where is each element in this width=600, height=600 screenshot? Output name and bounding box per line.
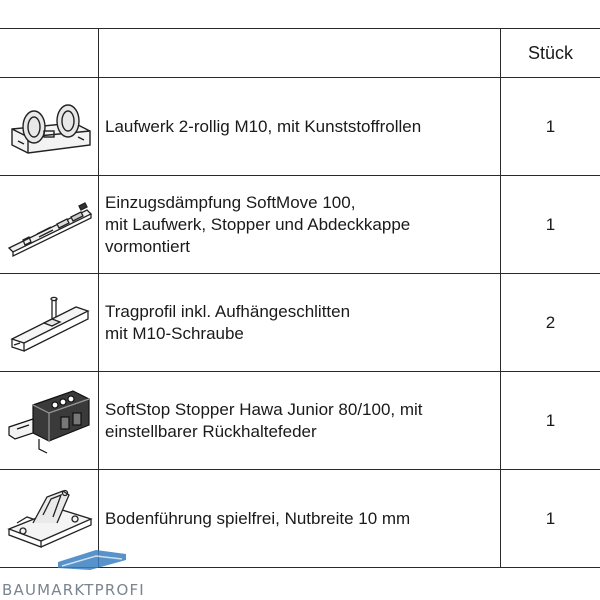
part-qty: 2 [501, 274, 600, 372]
header-image-cell [0, 29, 99, 78]
roller-carriage-icon [4, 87, 94, 167]
description-line: SoftStop Stopper Hawa Junior 80/100, mit [105, 399, 423, 419]
part-description [99, 176, 501, 274]
brand-logo [0, 548, 170, 600]
part-description [99, 274, 501, 372]
support-profile-icon [4, 283, 94, 363]
description-line: mit M10-Schraube [105, 323, 244, 343]
part-qty: 1 [501, 372, 600, 470]
parts-table [0, 28, 600, 568]
table-header-row [0, 29, 600, 78]
description-line: einstellbarer Rückhaltefeder [105, 421, 317, 441]
part-qty: 1 [501, 78, 600, 176]
table-row [0, 274, 600, 372]
header-description-cell [99, 29, 501, 78]
header-qty-cell: Stück [501, 29, 600, 78]
brand-name: BAUMARKTPROFI [2, 581, 145, 599]
table-row [0, 372, 600, 470]
part-image-cell [0, 372, 99, 470]
soft-close-damper-icon [3, 190, 95, 260]
softstop-stopper-icon [3, 379, 95, 463]
description-line: vormontiert [105, 236, 191, 256]
table-row [0, 78, 600, 176]
brand-mark-icon [56, 548, 128, 574]
table-row [0, 176, 600, 274]
part-image-cell [0, 274, 99, 372]
floor-guide-icon [3, 479, 95, 559]
description-line: Einzugsdämpfung SoftMove 100, [105, 192, 356, 212]
part-description [99, 78, 501, 176]
part-image-cell [0, 176, 99, 274]
part-qty: 1 [501, 470, 600, 568]
description-line: Laufwerk 2-rollig M10, mit Kunststoffrollen [105, 116, 422, 136]
description-line: mit Laufwerk, Stopper und Abdeckkappe [105, 214, 411, 234]
description-line: Tragprofil inkl. Aufhängeschlitten [105, 301, 351, 321]
part-image-cell [0, 78, 99, 176]
description-line: Bodenführung spielfrei, Nutbreite 10 mm [105, 508, 411, 528]
part-description [99, 372, 501, 470]
part-qty: 1 [501, 176, 600, 274]
